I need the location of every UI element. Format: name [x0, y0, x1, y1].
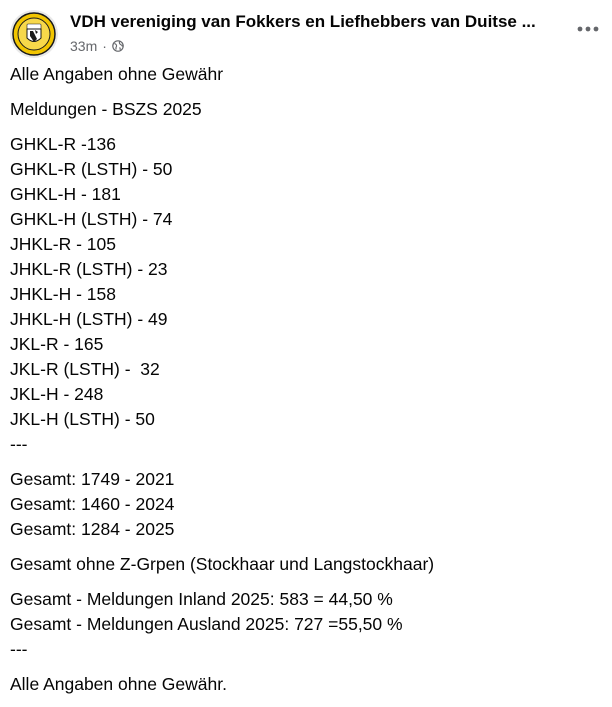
count-line: GHKL-R -136	[10, 134, 117, 154]
note-text: Gesamt ohne Z-Grpen (Stockhaar und Langstockhaar)	[10, 554, 435, 574]
footer-disclaimer: Alle Angaben ohne Gewähr.	[10, 674, 227, 694]
class-counts	[10, 132, 600, 457]
vdh-logo-icon	[10, 10, 58, 58]
post-body	[10, 62, 600, 707]
disclaimer-text: Alle Angaben ohne Gewähr	[10, 64, 224, 84]
total-line: Gesamt: 1749 - 2021	[10, 469, 175, 489]
origin-split	[10, 587, 600, 662]
total-line: Gesamt: 1460 - 2024	[10, 494, 175, 514]
count-line: GHKL-H - 181	[10, 184, 121, 204]
origin-line: Gesamt - Meldungen Ausland 2025: 727 =55,50 %	[10, 614, 403, 634]
count-line: JKL-R - 165	[10, 334, 104, 354]
disclaimer-paragraph	[10, 62, 600, 87]
post-meta	[70, 38, 124, 54]
count-line: JHKL-R - 105	[10, 234, 117, 254]
count-line: JKL-H (LSTH) - 50	[10, 409, 155, 429]
yearly-totals	[10, 467, 600, 542]
globe-icon	[112, 40, 124, 52]
count-line: JKL-H - 248	[10, 384, 104, 404]
more-options-button[interactable]	[574, 18, 602, 40]
page-avatar[interactable]	[10, 10, 58, 58]
origin-line: Gesamt - Meldungen Inland 2025: 583 = 44,50 %	[10, 589, 393, 609]
meta-separator: ·	[102, 38, 107, 54]
registrations-heading: Meldungen - BSZS 2025	[10, 99, 202, 119]
footer-paragraph	[10, 672, 600, 697]
note-paragraph	[10, 552, 600, 577]
count-line: JHKL-R (LSTH) - 23	[10, 259, 168, 279]
post-time[interactable]: 33m	[70, 38, 98, 54]
divider-line: ---	[10, 639, 28, 659]
count-line: GHKL-R (LSTH) - 50	[10, 159, 173, 179]
count-line: GHKL-H (LSTH) - 74	[10, 209, 173, 229]
post-header	[10, 8, 602, 60]
page-name[interactable]: VDH vereniging van Fokkers en Liefhebbers van Duitse ...	[70, 12, 536, 31]
divider-line: ---	[10, 434, 28, 454]
total-line: Gesamt: 1284 - 2025	[10, 519, 175, 539]
count-line: JHKL-H (LSTH) - 49	[10, 309, 168, 329]
count-line: JHKL-H - 158	[10, 284, 117, 304]
count-line: JKL-R (LSTH) - 32	[10, 359, 160, 379]
heading-paragraph	[10, 97, 600, 122]
more-options-icon	[577, 26, 599, 32]
